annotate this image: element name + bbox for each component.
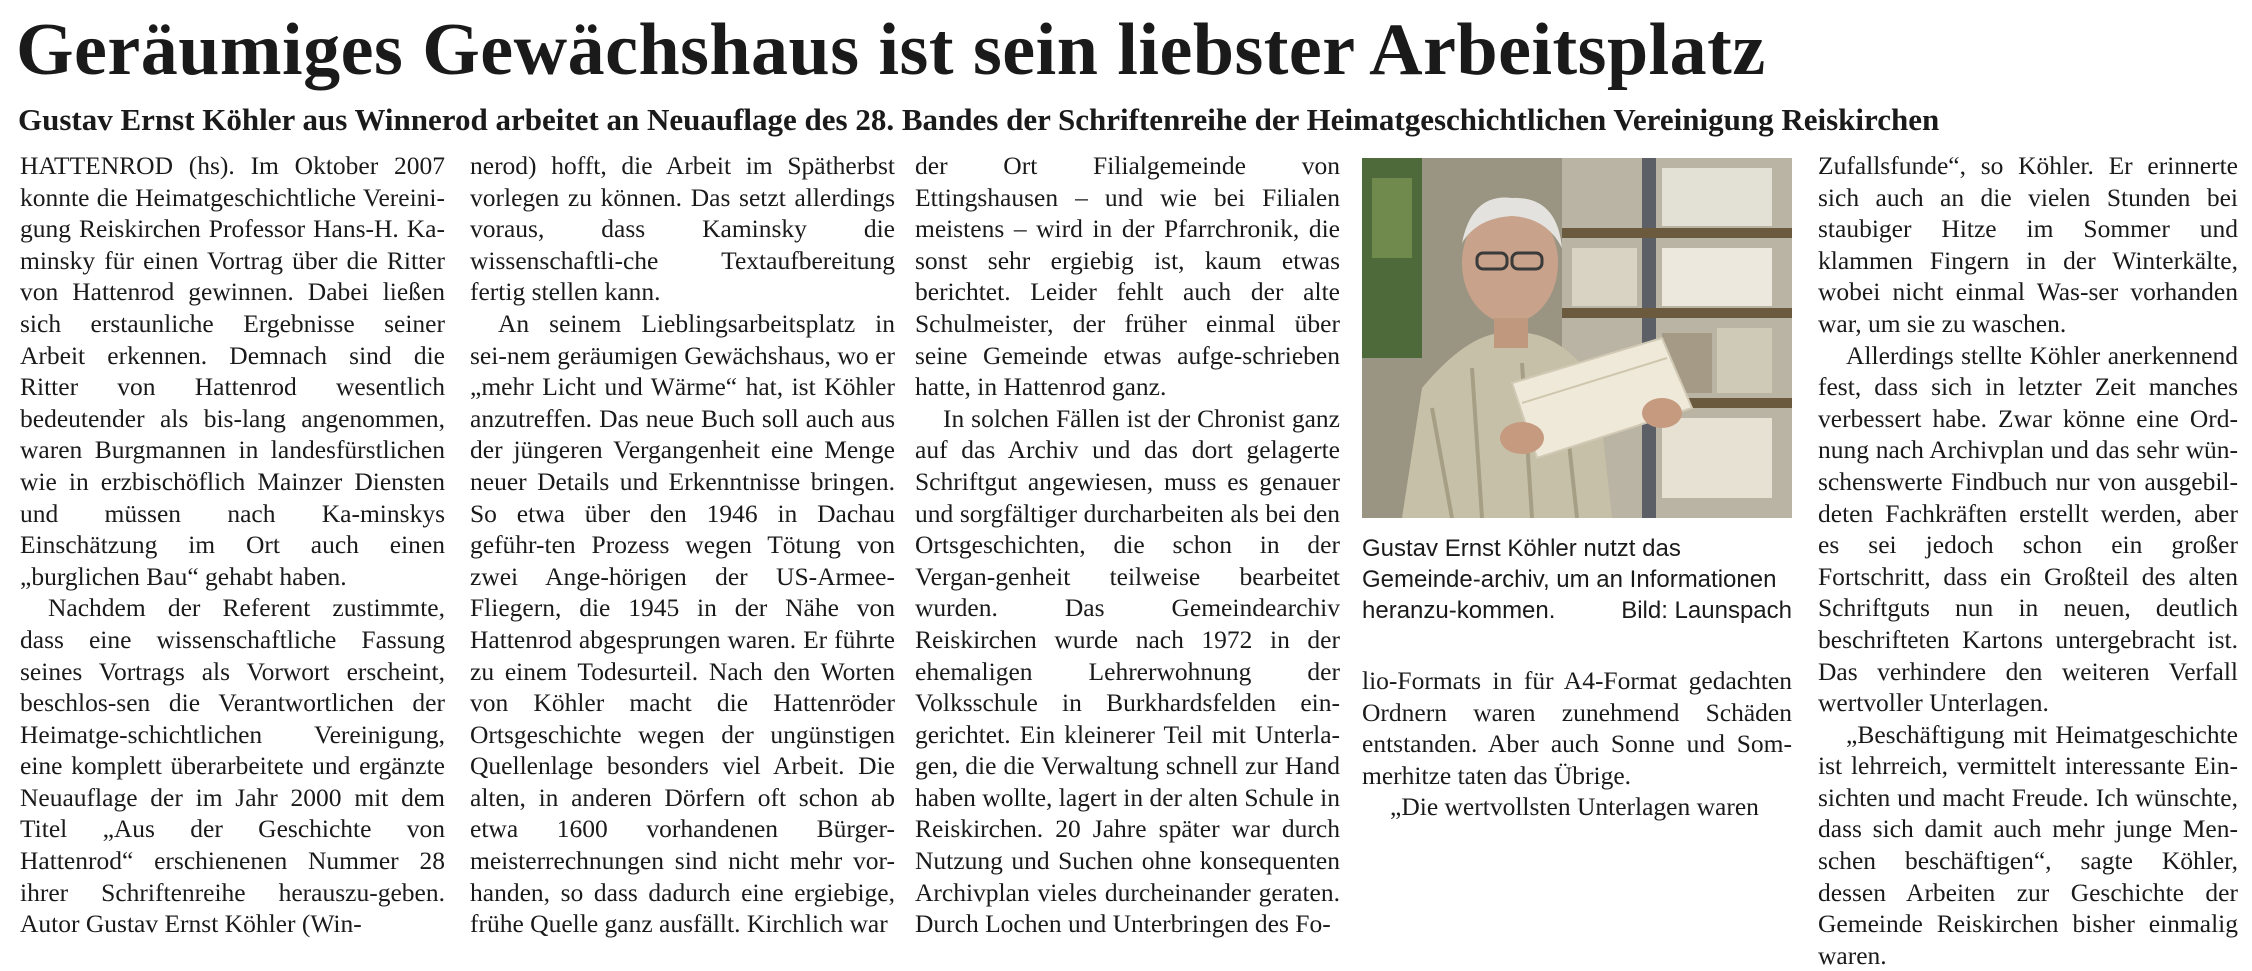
text-column-1 <box>20 150 445 940</box>
text-column-5 <box>1818 150 2238 971</box>
photo-caption <box>1362 533 1792 626</box>
text-column-3 <box>915 150 1340 940</box>
text-column-2 <box>470 150 895 940</box>
portrait-photo <box>1362 158 1792 518</box>
photo-credit: Bild: Launspach <box>1621 597 1792 624</box>
caption-text: Gustav Ernst Köhler nutzt das Gemeinde-archiv, um an Informationen heranzu-kommen. <box>1362 535 1777 624</box>
paragraph: An seinem Lieblingsarbeitsplatz in sei-nem geräumigen Gewächshaus, wo er „mehr Licht und Wärme“ hat, ist Köhler anzutreffen. Das neue Buch soll auch aus der jüngeren Vergangenheit eine Menge neuer Details und Erkenntnisse bringen. So etwa über den 1946 in Dachau geführ-ten Prozess wegen Tötung von zwei Ange-hörigen der US-Armee-Fliegern, die 1945 in der Nähe von Hattenrod abgesprungen waren. Er führte zu einem Todesurteil. Nach den Worten von Köhler macht die Hattenröder Ortsgeschichte wegen der ungünstigen Quellenlage besonders viel Arbeit. Die alten, in anderen Dörfern oft schon ab etwa 1600 vorhandenen Bürger-meisterrechnungen sind nicht mehr vor-handen, so dass dadurch eine ergiebige, frühe Quelle ganz ausfällt. Kirchlich war <box>470 308 895 939</box>
paragraph: In solchen Fällen ist der Chronist ganz auf das Archiv und das dort gelagerte Schriftgut angewiesen, muss es genauer und sorgfältiger durcharbeiten als bei den Ortsgeschichten, die schon in der Vergan-genheit teilweise bearbeitet wurden. Das Gemeindearchiv Reiskirchen wurde nach 1972 in der ehemaligen Lehrerwohnung der Volksschule in Burkhardsfelden ein-gerichtet. Ein kleinerer Teil mit Unterla-gen, die die Verwaltung schnell zur Hand haben wollte, lagert in der alten Schule in Reiskirchen. 20 Jahre später war durch Nutzung und Suchen ohne konsequenten Archivplan vieles durcheinander geraten. Durch Lochen und Unterbringen des Fo- <box>915 403 1340 939</box>
paragraph: Allerdings stellte Köhler anerkennend fest, dass sich in letzter Zeit manches verbessert habe. Zwar könne eine Ord-nung nach Archivplan und das sehr wün-schenswerte Findbuch nur von ausgebil-deten Fachkräften erstellt werden, aber es sei jedoch schon ein großer Fortschritt, dass ein Großteil des alten Schriftguts nun in neuen, deutlich beschrifteten Kartons untergebracht ist. Das verhindere den weiteren Verfall wertvoller Unterlagen. <box>1818 340 2238 718</box>
paragraph: lio-Formats in für A4-Format gedachten Ordnern waren zunehmend Schäden entstanden. Aber auch Sonne und Som-merhitze taten das Übrige. <box>1362 666 1792 790</box>
paragraph: Nachdem der Referent zustimmte, dass eine wissenschaftliche Fassung seines Vortrags als Vorwort erscheint, beschlos-sen die Verantwortlichen der Heimatge-schichtlichen Vereinigung, eine komplett überarbeitete und ergänzte Neuauflage der im Jahr 2000 mit dem Titel „Aus der Geschichte von Hattenrod“ erschienenen Nummer 28 ihrer Schriftenreihe herauszu-geben. Autor Gustav Ernst Köhler (Win- <box>20 593 445 939</box>
subheadline: Gustav Ernst Köhler aus Winnerod arbeitet an Neuauflage des 28. Bandes der Schriftenreihe der Heimatgeschichtlichen Vereinigung Reiskirchen <box>18 102 1940 137</box>
paragraph: HATTENROD (hs). Im Oktober 2007 konnte die Heimatgeschichtliche Vereini-gung Reiskirchen Professor Hans-H. Ka-minsky für einen Vortrag über die Ritter von Hattenrod gewinnen. Dabei ließen sich erstaunliche Ergebnisse seiner Arbeit erkennen. Demnach sind die Ritter von Hattenrod wesentlich bedeutender als bis-lang angenommen, waren Burgmannen in landesfürstlichen wie in erzbischöflich Mainzer Diensten und müssen nach Ka-minskys Einschätzung im Ort auch einen „burglichen Bau“ gehabt haben. <box>20 151 445 591</box>
headline: Geräumiges Gewächshaus ist sein liebster Arbeitsplatz <box>16 9 1766 91</box>
paragraph: der Ort Filialgemeinde von Ettingshausen – und wie bei Filialen meistens – wird in der Pfarrchronik, die sonst sehr ergiebig ist, kaum etwas berichtet. Leider fehlt auch der alte Schulmeister, der früher einmal über seine Gemeinde etwas aufge-schrieben hatte, in Hattenrod ganz. <box>915 151 1340 402</box>
paragraph: „Die wertvollsten Unterlagen waren <box>1390 792 1759 822</box>
paragraph: Zufallsfunde“, so Köhler. Er erinnerte sich auch an die vielen Stunden bei staubiger Hitze im Sommer und klammen Fingern in der Winterkälte, wobei nicht einmal Was-ser vorhanden war, um sie zu waschen. <box>1818 151 2238 338</box>
man-with-documents-image <box>1362 158 1792 518</box>
paragraph: „Beschäftigung mit Heimatgeschichte ist lehrreich, vermittelt interessante Ein-sichten und macht Freude. Ich wünschte, dass sich damit auch mehr junge Men-schen beschäftigen“, sagte Köhler, dessen Arbeiten zur Geschichte der Gemeinde Reiskirchen bisher einmalig waren. <box>1818 719 2238 970</box>
paragraph: nerod) hofft, die Arbeit im Spätherbst vorlegen zu können. Das setzt allerdings voraus, dass Kaminsky die wissenschaftli-che Textaufbereitung fertig stellen kann. <box>470 151 895 307</box>
